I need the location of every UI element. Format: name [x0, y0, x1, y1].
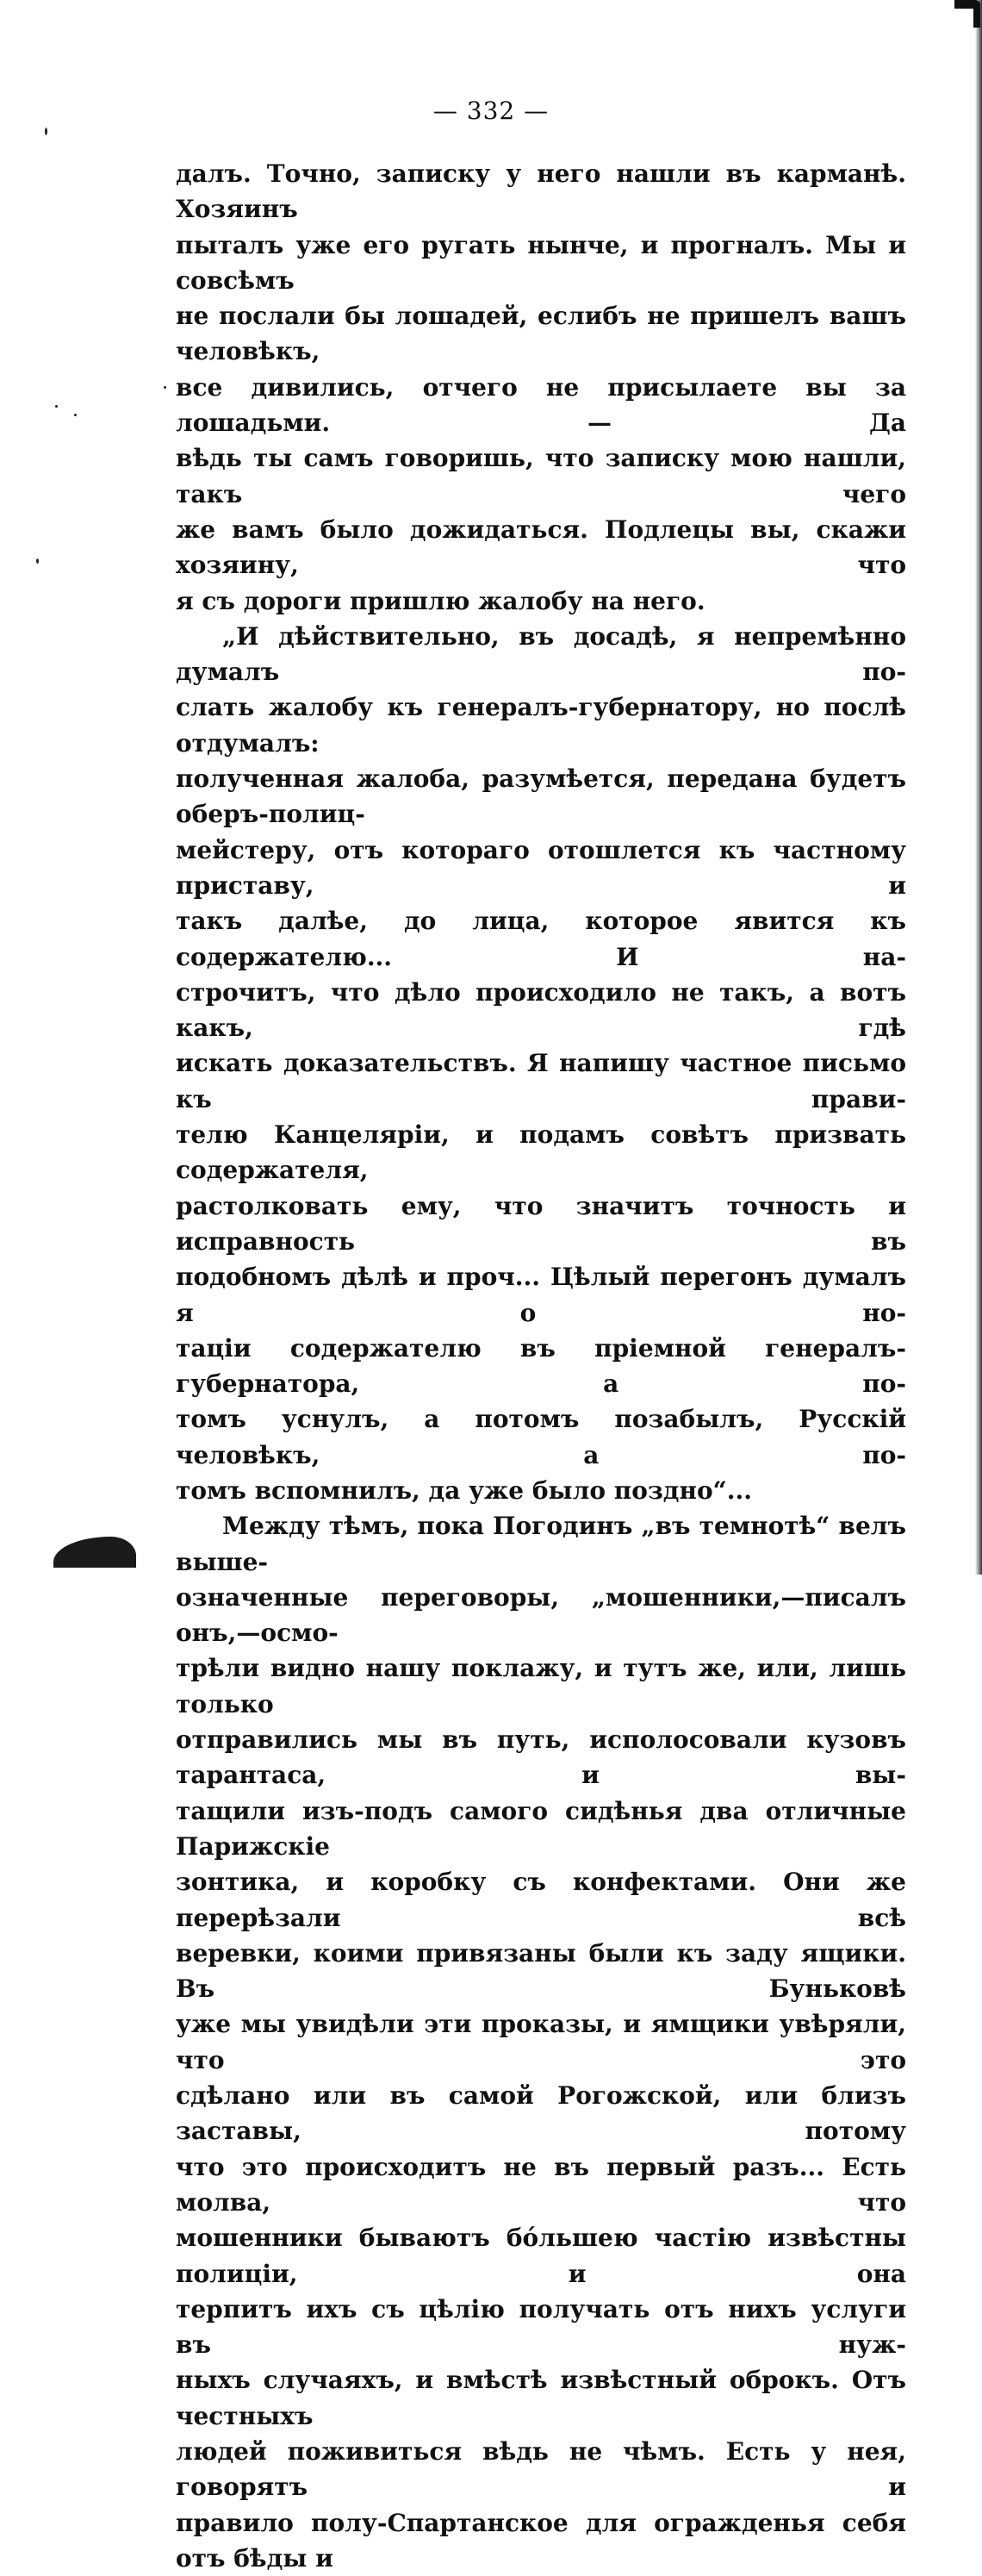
text-line: что это происходитъ не въ первый разъ... Есть молва, что: [176, 2152, 906, 2217]
text-line: вѣдь ты самъ говоришь, что записку мою нашли, такъ чего: [176, 444, 906, 508]
paragraph: [176, 1508, 906, 2576]
text-line: растолковать ему, что значитъ точность и исправность въ: [176, 1191, 906, 1256]
text-line: таціи содержателю въ пріемной генералъ-губернатора, а по-: [176, 1333, 906, 1399]
text-line: правило полу-Спартанское для огражденья себя отъ бѣды и: [176, 2508, 906, 2573]
text-line: строчитъ, что дѣло происходило не такъ, а вотъ какъ, гдѣ: [176, 977, 906, 1043]
text-line: „И дѣйствительно, въ досадѣ, я непремѣнно думалъ по-: [176, 621, 906, 687]
text-line: Между тѣмъ, пока Погодинъ „въ темнотѣ“ велъ выше-: [176, 1512, 906, 1576]
text-line: полученная жалоба, разумѣется, передана будетъ оберъ-полиц-: [176, 764, 906, 829]
text-line: я съ дороги пришлю жалобу на него.: [176, 586, 705, 615]
body-text: [176, 156, 906, 2576]
text-line: терпитъ ихъ съ цѣлію получать отъ нихъ услуги въ нуж-: [176, 2294, 906, 2360]
text-line: не послали бы лошадей, еслибъ не пришелъ вашъ человѣкъ,: [176, 302, 906, 366]
text-line: томъ вспомнилъ, да уже было поздно“...: [176, 1475, 752, 1505]
text-line: такъ далѣе, до лица, которое явится къ содержателю... И на-: [176, 907, 906, 971]
text-line: же вамъ было дожидаться. Подлецы вы, скажи хозяину, что: [176, 515, 906, 580]
scan-ink-blot: [53, 1537, 136, 1568]
text-line: телю Канцеляріи, и подамъ совѣтъ призвать содержателя,: [176, 1120, 906, 1185]
text-line: тащили изъ-подъ самого сидѣнья два отличные Парижскіе: [176, 1796, 906, 1861]
text-line: искать доказательствъ. Я напишу частное письмо къ прави-: [176, 1049, 906, 1113]
text-line: отправились мы въ путь, исполосовали кузовъ тарантаса, и вы-: [176, 1725, 906, 1790]
text-line: подобномъ дѣлѣ и проч... Цѣлый перегонъ думалъ я о но-: [176, 1263, 906, 1327]
scan-speck: [45, 128, 47, 135]
text-line: все дивились, отчего не присылаете вы за лошадьми. — Да: [176, 372, 906, 438]
scan-speck: [164, 386, 166, 389]
paragraph: [176, 619, 906, 1508]
text-line: томъ уснулъ, а потомъ позабылъ, Русскій человѣкъ, а по-: [176, 1405, 906, 1469]
page-number: — 332 —: [432, 97, 550, 125]
text-line: веревки, коими привязаны были къ заду ящики. Въ Буньковѣ: [176, 1938, 906, 2004]
text-line: пыталъ уже его ругать нынче, и прогналъ. Мы и совсѣмъ: [176, 230, 906, 295]
scan-speck: [74, 414, 77, 416]
scan-speck: [36, 558, 39, 564]
text-line: сдѣлано или въ самой Рогожской, или близъ заставы, потому: [176, 2081, 906, 2146]
text-line: далъ. Точно, записку у него нашли въ карманѣ. Хозяинъ: [176, 159, 906, 224]
scan-corner-mark: [954, 0, 980, 28]
text-line: трѣли видно нашу поклажу, и тутъ же, или, лишь только: [176, 1654, 906, 1718]
text-line: означенные переговоры, „мошенники,—писалъ онъ,—осмо-: [176, 1582, 906, 1648]
text-line: уже мы увидѣли эти проказы, и ямщики увѣряли, что это: [176, 2010, 906, 2074]
text-line: зонтика, и коробку съ конфектами. Они же перерѣзали всѣ: [176, 1868, 906, 1932]
text-line: ныхъ случаяхъ, и вмѣстѣ извѣстный оброкъ. Отъ честныхъ: [176, 2366, 906, 2430]
paragraph: [176, 156, 906, 619]
text-line: людей поживиться вѣдь не чѣмъ. Есть у нея, говорятъ и: [176, 2437, 906, 2502]
text-line: мошенники бываютъ бо́льшею частію извѣстны полиціи, и она: [176, 2224, 906, 2288]
text-line: мейстеру, отъ котораго отошлется къ частному приставу, и: [176, 835, 906, 900]
scan-speck: [55, 405, 58, 408]
text-line: слать жалобу къ генералъ-губернатору, но послѣ отдумалъ:: [176, 693, 906, 758]
scan-edge-shadow: [975, 0, 982, 1575]
